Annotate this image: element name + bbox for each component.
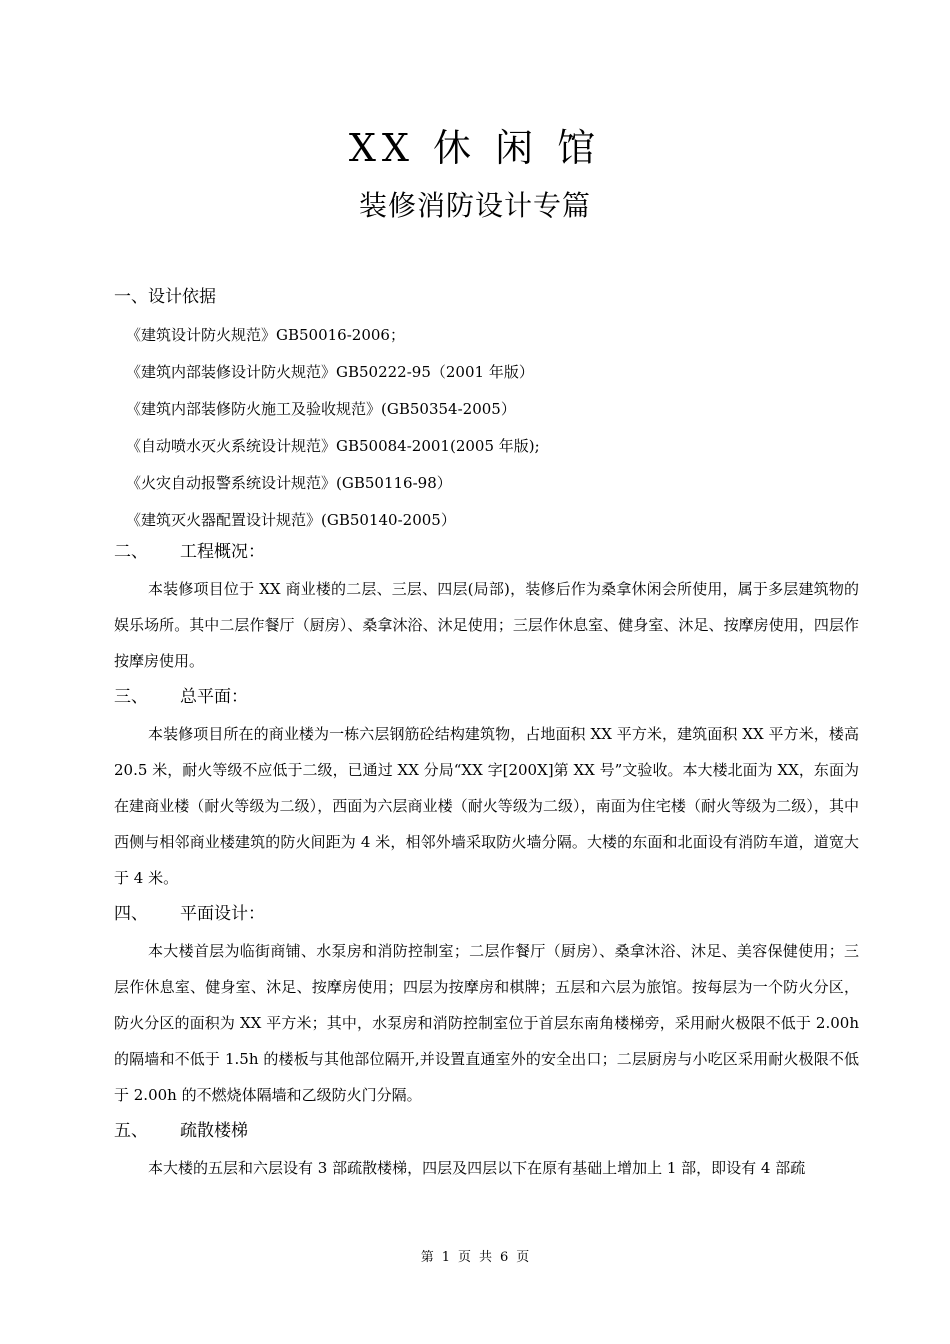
- document-subtitle: 装修消防设计专篇: [358, 189, 591, 222]
- section-title: 疏散楼梯: [180, 1121, 248, 1141]
- reference-item: 《建筑灭火器配置设计规范》(GB50140-2005）: [126, 511, 456, 529]
- section-title: 平面设计：: [180, 904, 265, 924]
- section-number: 三、: [114, 687, 148, 707]
- section-heading: [114, 1116, 859, 1146]
- footer-text: 第: [420, 1250, 434, 1265]
- section-number: 四、: [114, 904, 148, 924]
- reference-item: 《建筑内部装修设计防火规范》GB50222-95（2001 年版）: [126, 363, 534, 381]
- section-number: 二、: [114, 542, 148, 562]
- section-heading: [114, 537, 859, 567]
- section-heading: [114, 682, 859, 712]
- reference-item: 《建筑设计防火规范》GB50016-2006；: [126, 326, 405, 344]
- section-paragraph: 本大楼的五层和六层设有 3 部疏散楼梯，四层及四层以下在原有基础上增加上 1 部，即设有 4 部疏: [148, 1159, 806, 1177]
- page-footer: [0, 1248, 950, 1268]
- page-total: 6: [500, 1250, 509, 1265]
- section-heading: [114, 282, 859, 312]
- section-title: 工程概况：: [180, 542, 265, 562]
- reference-item: 《建筑内部装修防火施工及验收规范》(GB50354-2005）: [126, 400, 516, 418]
- section-heading: [114, 899, 859, 929]
- reference-item: 《火灾自动报警系统设计规范》(GB50116-98）: [126, 474, 452, 492]
- footer-text: 共: [479, 1250, 493, 1265]
- section-paragraph: 本大楼首层为临街商铺、水泵房和消防控制室；二层作餐厅（厨房）、桑拿沐浴、沐足、美容保健使用；三层作休息室、健身室、沐足、按摩房使用；四层为按摩房和棋牌；五层和六层为旅馆。按每层为一个防火分区，防火分区的面积为 XX 平方米；其中，水泵房和消防控制室位于首层东南角楼梯旁，采用耐火极限不低于 2.00h 的隔墙和不低于 1.5h 的楼板与其他部位隔开,并设置直通室外的安全出口；二层厨房与小吃区采用耐火极限不低于 2.00h 的不燃烧体隔墙和乙级防火门分隔。: [114, 942, 859, 1104]
- section-title: 总平面：: [180, 687, 248, 707]
- reference-item: 《自动喷水灭火系统设计规范》GB50084-2001(2005 年版);: [126, 437, 540, 455]
- footer-text: 页: [457, 1250, 471, 1265]
- footer-text: 页: [516, 1250, 530, 1265]
- section-paragraph: 本装修项目位于 XX 商业楼的二层、三层、四层(局部)，装修后作为桑拿休闲会所使用，属于多层建筑物的娱乐场所。其中二层作餐厅（厨房）、桑拿沐浴、沐足使用；三层作休息室、健身室、沐足、按摩房使用，四层作按摩房使用。: [114, 580, 859, 670]
- document-body: [114, 280, 859, 1186]
- document-title: XX 休 闲 馆: [348, 126, 602, 170]
- section-title: 设计依据: [148, 287, 216, 307]
- section-paragraph: 本装修项目所在的商业楼为一栋六层钢筋砼结构建筑物，占地面积 XX 平方米，建筑面积 XX 平方米，楼高 20.5 米，耐火等级不应低于二级，已通过 XX 分局“XX 字[200X]第 XX 号”文验收。本大楼北面为 XX，东面为在建商业楼（耐火等级为二级），西面为六层商业楼（耐火等级为二级），南面为住宅楼（耐火等级为二级），其中西侧与相邻商业楼建筑的防火间距为 4 米，相邻外墙采取防火墙分隔。大楼的东面和北面设有消防车道，道宽大于 4 米。: [114, 725, 859, 887]
- section-number: 一、: [114, 287, 148, 307]
- page-number: 1: [441, 1250, 450, 1265]
- section-number: 五、: [114, 1121, 148, 1141]
